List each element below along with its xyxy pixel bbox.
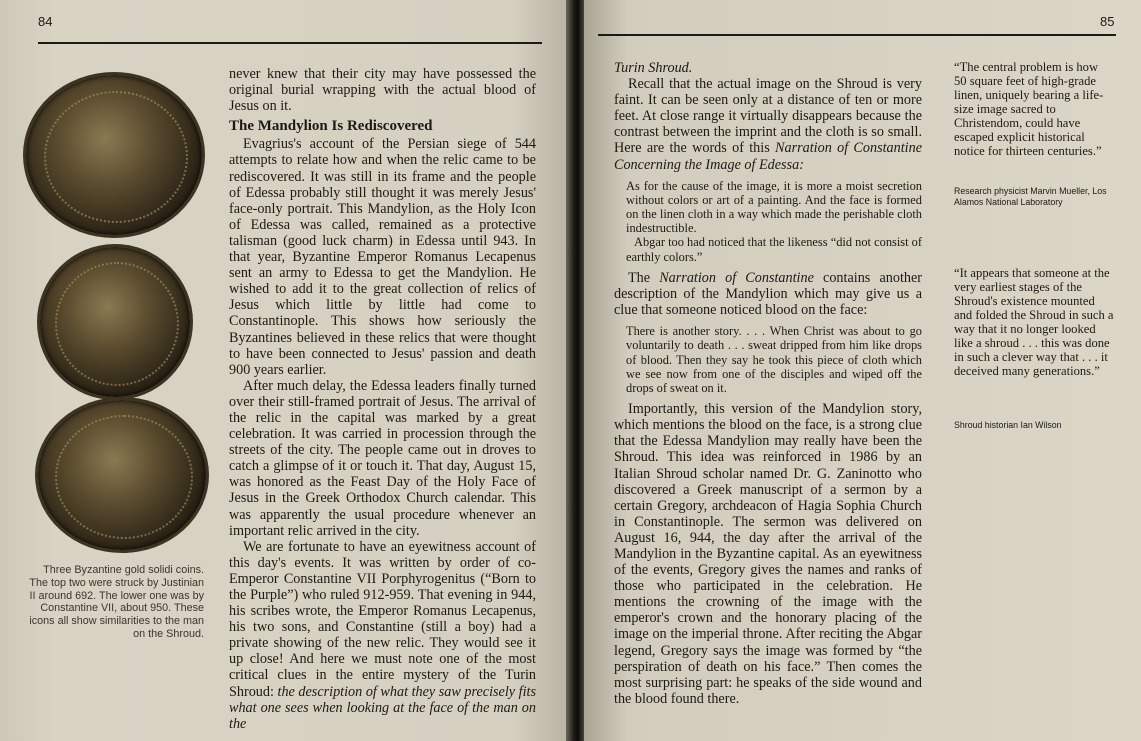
section-heading: The Mandylion Is Rediscovered bbox=[229, 118, 433, 135]
right-main-column bbox=[614, 60, 922, 707]
block-quote bbox=[614, 324, 922, 395]
quote-text: As for the cause of the image, it is more a moist secretion without colors or art of a painting. And the face is formed on the linen cloth in a way which made the perishable cloth indestructible. bbox=[626, 178, 922, 236]
paragraph: Importantly, this version of the Mandylion story, which mentions the blood on the face, is a strong clue that the Edessa Mandylion may really have been the Shroud. This idea was reinforced in 1986 by an Italian Shroud scholar named Dr. G. Zaninotto who discovered a Greek manuscript of a sermon by a certain Gregory, archdeacon of Hagia Sophia Church in Constantinople. The sermon was delivered on August 16, 944, the day after the arrival of the Mandylion in the Byzantine capital. As an eyewitness of the events, Gregory gives the names and ranks of those who participated in the celebration. He mentions the crowning of the image with the emperor's crown and the honorary placing of the image on the imperial throne. After reciting the Abgar legend, Gregory says the image was formed by “the perspiration of death on his face.” Then comes the most surprising part: he speaks of the side wound and the blood found there. bbox=[614, 401, 922, 707]
header-rule-left bbox=[38, 42, 542, 44]
paragraph-text: contains another description of the Mandylion which may give us a clue that someone noticed blood on the face: bbox=[614, 269, 923, 319]
paragraph: Evagrius's account of the Persian siege of 544 attempts to relate how and when the relic came to be rediscovered. It was still in its frame and the people of Edessa probably still thought it was merely Jesus' face-only portrait. This Mandylion, as the Holy Icon of Edessa was called, remained as a protective talisman (good luck charm) in Edessa until 943. In that year, Byzantine Emperor Romanus Lecapenus sent an army to Edessa to get the Mandylion. He wished to add it to the great collection of relics of Jesus which little by little had come to Constantinople. This shows how seriously the Byzantines believed in these relics that were thought to have been connected to Jesus' passion and death 900 years earlier. bbox=[229, 136, 536, 378]
paragraph: never knew that their city may have possessed the original burial wrapping with the actual blood of Jesus on it. bbox=[229, 66, 536, 115]
paragraph bbox=[614, 76, 922, 173]
italic-text: Turin Shroud. bbox=[614, 60, 693, 76]
coin-image bbox=[26, 75, 202, 235]
paragraph-text: Recall that the actual image on the Shroud is very faint. It can be seen only at a distance of ten or more feet. At close range it virtually disappears because the contrast between the imprint and the cloth is so small. Here are the words of this bbox=[614, 76, 922, 157]
book-gutter bbox=[566, 0, 586, 741]
left-page bbox=[0, 0, 568, 741]
page-number-left: 84 bbox=[38, 14, 53, 29]
page-number-right: 85 bbox=[1100, 14, 1115, 29]
paragraph bbox=[614, 270, 922, 318]
coin-image bbox=[38, 400, 206, 550]
right-page bbox=[584, 0, 1141, 741]
left-main-column bbox=[229, 66, 536, 732]
paragraph-text: We are fortunate to have an eyewitness account of this day's events. It was written by order of co-Emperor Constantine VII Porphyrogenitus (“Born to the Purple”) who ruled 912-959. That evening in 944, his scribes wrote, the Emperor Romanus Lecapenus, his two sons, and Constantine (still a boy) had a private showing of the new relic. They would see it up close! And here we must note one of the most critical clues in the entire mystery of the Turin Shroud: bbox=[229, 538, 536, 700]
paragraph bbox=[229, 539, 536, 732]
coin-caption: Three Byzantine gold solidi coins. The top two were struck by Justinian II around 692. The lower one was by Constantine VII, about 950. These icons all show similarities to the man on the Shroud. bbox=[29, 564, 204, 640]
side-quote: “It appears that someone at the very earliest stages of the Shroud's existence mounted and folded the Shroud in such a way that it no longer looked like a shroud . . . this was done in such a clever way that . . . it deceived many generations.” bbox=[954, 266, 1114, 378]
italic-text: the description of what they saw precisely fits what one sees when looking at the face of the man on the bbox=[229, 683, 536, 732]
quote-attribution: Shroud historian Ian Wilson bbox=[954, 420, 1062, 430]
coin-image bbox=[40, 247, 190, 397]
italic-text: Narration of Constantine bbox=[659, 269, 814, 286]
paragraph: After much delay, the Edessa leaders finally turned over their still-framed portrait of Jesus. The arrival of the relic in the capital was marked by a great celebration. It was carried in procession through the streets of the city. The people came out in droves to catch a glimpse of it or touch it. That day, August 15, was honored as the Feast Day of the Holy Face of Jesus in the Greek Orthodox Church calendar. This was apparently the usual procedure whenever an important relic arrived in the city. bbox=[229, 377, 536, 539]
side-quote: “The central problem is how 50 square feet of high-grade linen, uniquely bearing a life-size image sacred to Christendom, could have escaped explicit historical notice for thirteen centuries.” bbox=[954, 60, 1104, 158]
quote-text: Abgar too had noticed that the likeness “did not consist of earthly colors.” bbox=[626, 235, 922, 264]
block-quote bbox=[614, 179, 922, 264]
quote-attribution: Research physicist Marvin Mueller, Los Alamos National Laboratory bbox=[954, 186, 1107, 207]
italic-text: Narration of Constantine Concerning the Image of Edessa: bbox=[614, 140, 923, 173]
header-rule-right bbox=[598, 34, 1116, 36]
paragraph-text: The bbox=[628, 269, 660, 286]
quote-text: There is another story. . . . When Christ was about to go voluntarily to death . . . sweat dripped from him like drops of blood. Then they say he took this piece of cloth which we see now from one of the disciples and wiped off the drops of sweat on it. bbox=[626, 324, 922, 395]
